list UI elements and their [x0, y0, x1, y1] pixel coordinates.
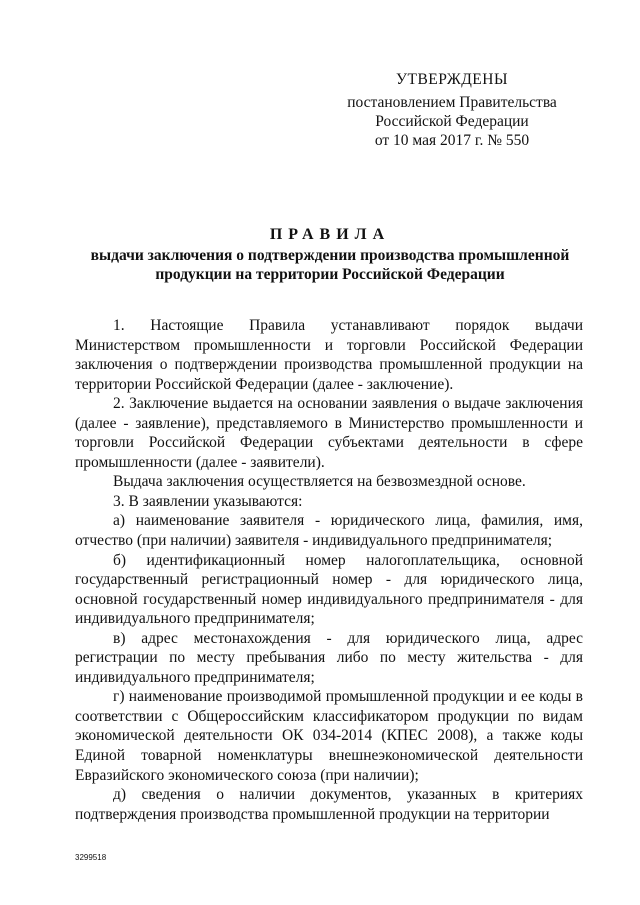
list-item-v: в) адрес местонахождения - для юридического лица, адрес регистрации по месту пребывания либо по месту жительства - для индивидуального предпринимателя; — [75, 629, 583, 686]
approval-line-3: от 10 мая 2017 г. № 550 — [374, 132, 530, 149]
approval-line-1: постановлением Правительства — [347, 94, 557, 111]
document-title: ПРАВИЛА — [269, 226, 391, 243]
paragraph-4: 3. В заявлении указываются: — [113, 492, 303, 510]
document-body — [75, 316, 583, 824]
document-subtitle: выдачи заключения о подтверждении производства промышленной продукции на территории Российской Федерации — [90, 247, 570, 283]
paragraph-3: Выдача заключения осуществляется на безвозмездной основе. — [113, 473, 526, 491]
list-item-d: д) сведения о наличии документов, указанных в критериях подтверждения производства промышленной продукции на территории — [75, 786, 583, 823]
list-item-g: г) наименование производимой промышленной продукции и ее коды в соответствии с Общероссийским классификатором продукции по видам экономической деятельности ОК 034-2014 (КПЕС 2008), а также коды Единой товарной номенклатуры внешнеэкономической деятельности Евразийского экономического союза (при наличии); — [75, 688, 583, 784]
list-item-a: а) наименование заявителя - юридического лица, фамилия, имя, отчество (при наличии) заявителя - индивидуального предпринимателя; — [75, 512, 583, 550]
approval-heading: УТВЕРЖДЕНЫ — [396, 71, 508, 88]
paragraph-2: 2. Заключение выдается на основании заявления о выдаче заключения (далее - заявление), представляемого в Министерство промышленности и торговли Российской Федерации субъектами деятельности в сфере промышленности (далее - заявители). — [75, 395, 583, 471]
document-code: 3299518 — [75, 853, 107, 862]
approval-block — [342, 70, 562, 150]
paragraph-1: 1. Настоящие Правила устанавливают порядок выдачи Министерством промышленности и торговли Российской Федерации заключения о подтверждении производства промышленной продукции на территории Российской Федерации (далее - заключение). — [75, 317, 583, 393]
list-item-b: б) идентификационный номер налогоплательщика, основной государственный регистрационный номер - для юридического лица, основной государственный номер индивидуального предпринимателя - для индивидуального предпринимателя; — [75, 551, 583, 628]
approval-line-2: Российской Федерации — [375, 113, 529, 130]
